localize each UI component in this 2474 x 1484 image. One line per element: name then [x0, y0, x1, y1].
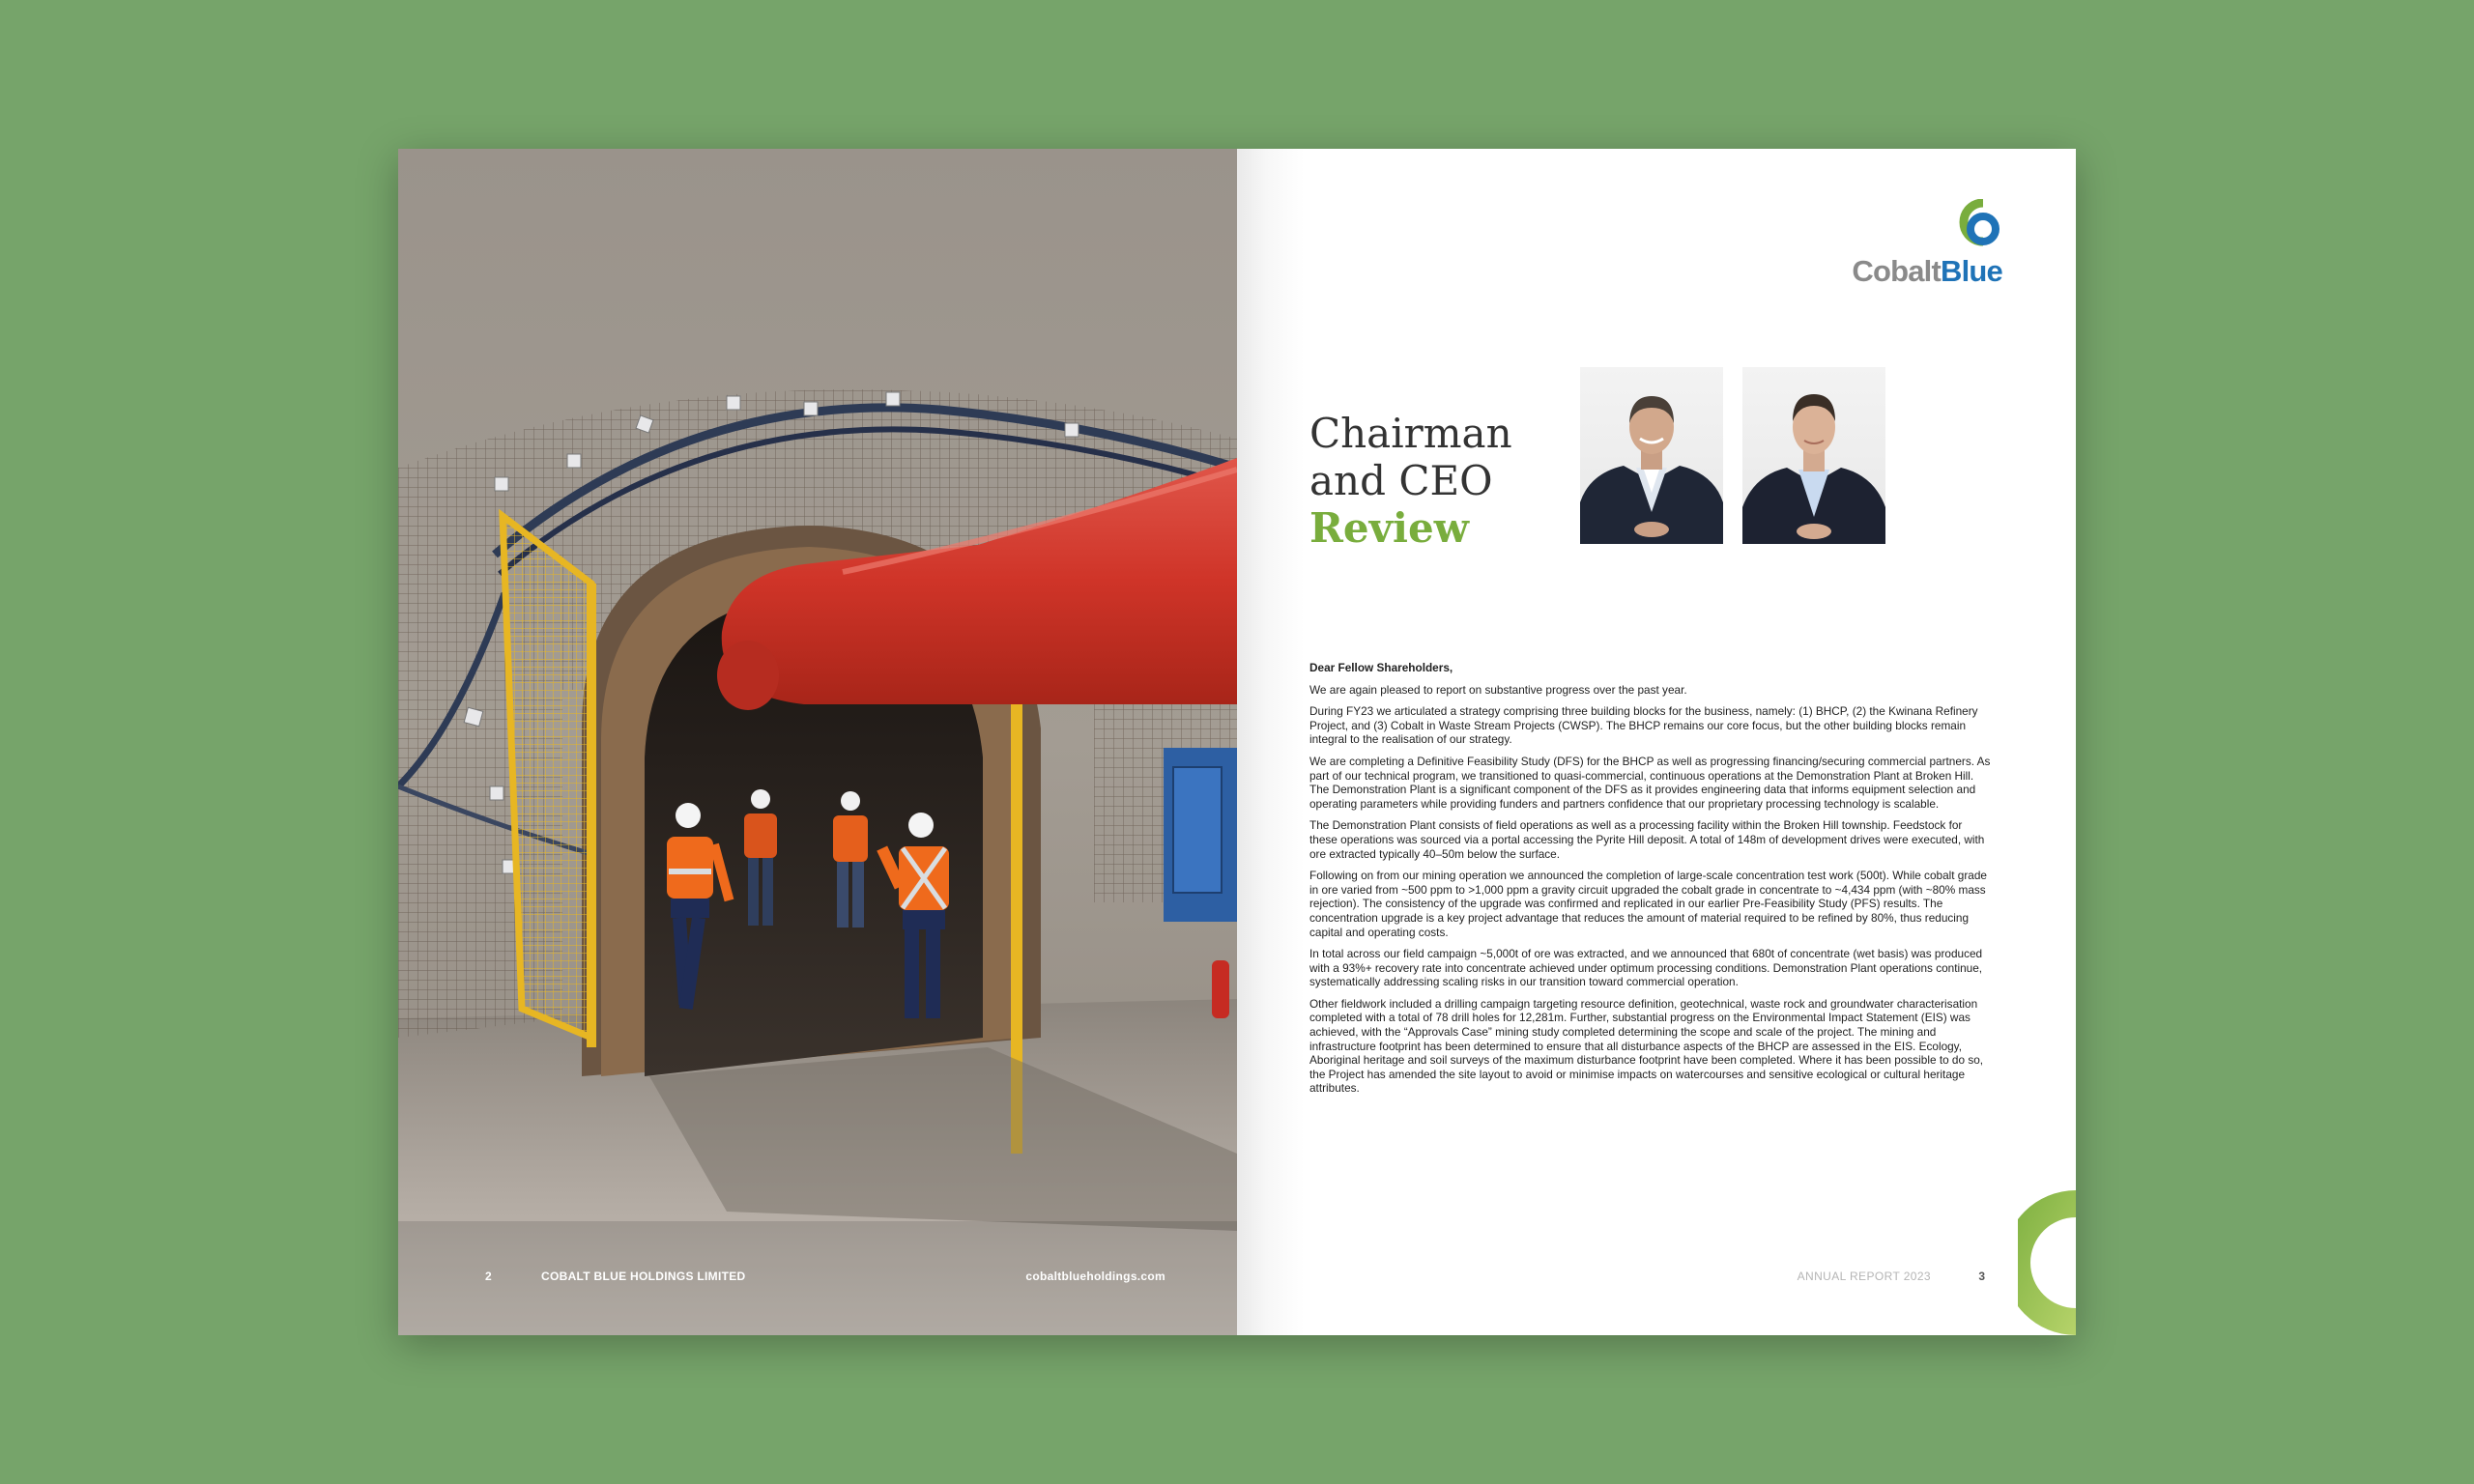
- title-line-2: and CEO: [1309, 457, 1493, 504]
- chairman-portrait: [1580, 367, 1723, 544]
- review-body-text: [1309, 661, 1991, 1103]
- title-line-1: Chairman: [1309, 410, 1512, 457]
- logo-word-cobalt: Cobalt: [1852, 254, 1942, 288]
- mine-portal-photo: [398, 149, 1237, 1335]
- paragraph-4: The Demonstration Plant consists of field operations as well as a processing facility within the Broken Hill township. Feedstock for these operations was sourced via a portal accessing the Pyrite Hill deposit. A total of 148m of development drives were executed, with ore extracted typically 40–50m below the surface.: [1309, 818, 1985, 861]
- annual-report-label: ANNUAL REPORT 2023: [1797, 1270, 1931, 1283]
- paragraph-1: We are again pleased to report on substantive progress over the past year.: [1309, 682, 1687, 697]
- cobalt-blue-logo-mark-icon: [1944, 199, 2002, 251]
- cobalt-blue-logo: [1838, 199, 2002, 286]
- decorative-green-arc-icon: [2018, 1190, 2076, 1335]
- page-title: [1309, 410, 1512, 552]
- right-page-footer: [1237, 1270, 2076, 1289]
- paragraph-3: We are completing a Definitive Feasibility Study (DFS) for the BHCP as well as progressing financing/securing commercial partners. As part of our technical program, we transitioned to quasi-commercial, continuous operations at the Demonstration Plant at Broken Hill. The Demonstration Plant is a significant component of the DFS as it provides engineering data that informs equipment selection and operating parameters while providing funders and partners confidence that our proprietary processing technology is scalable.: [1309, 754, 1991, 811]
- report-spread: [398, 149, 2076, 1335]
- paragraph-5: Following on from our mining operation we announced the completion of large-scale concentration test work (500t). While cobalt grade in ore varied from ~500 ppm to >1,000 ppm a gravity circuit upgraded the cobalt grade in concentrate to ~4,434 ppm (with ~80% mass rejection). The consistency of the upgrade was confirmed and replicated in our earlier Pre-Feasibility Study (PFS) results. The concentration upgrade is a key project advantage that reduces the amount of material required to be refined by 80%, thus reducing capital and operating costs.: [1309, 869, 1987, 939]
- logo-wordmark: [1852, 256, 2002, 286]
- paragraph-7: Other fieldwork included a drilling campaign targeting resource definition, geotechnical, waste rock and groundwater characterisation completed with a total of 78 drill holes for 12,281m. Further, substantial progress on the Environmental Impact Statement (EIS) was achieved, with the “Approvals Case” mining study completed determining the scope and scale of the project. The mining and infrastructure footprint has been determined to ensure that all disturbance aspects of the BHCP are assessed in the EIS. Ecology, Aboriginal heritage and soil surveys of the maximum disturbance footprint have been completed. Where it has been possible to do so, the Project has amended the site layout to avoid or minimise impacts on watercourses and sensitive ecological or cultural heritage attributes.: [1309, 996, 1984, 1096]
- left-page-number: 2: [485, 1270, 492, 1283]
- logo-word-blue: Blue: [1941, 254, 2002, 288]
- right-page-number: 3: [1978, 1270, 1985, 1283]
- footer-company-name: COBALT BLUE HOLDINGS LIMITED: [541, 1270, 746, 1283]
- right-page: [1237, 149, 2076, 1335]
- title-line-3: Review: [1309, 504, 1469, 552]
- footer-website-link[interactable]: cobaltblueholdings.com: [1025, 1270, 1165, 1283]
- paragraph-6: In total across our field campaign ~5,000t of ore was extracted, and we announced that 680t of concentrate (wet basis) was produced with a 93%+ recovery rate into concentrate achieved under optimum processing conditions. Demonstration Plant operations continue, systematically addressing scaling risks in our transition toward commercial operation.: [1309, 947, 1983, 989]
- left-page: [398, 149, 1237, 1335]
- paragraph-2: During FY23 we articulated a strategy comprising three building blocks for the business, namely: (1) BHCP, (2) the Kwinana Refinery Project, and (3) Cobalt in Waste Stream Projects (CWSP). The BHCP remains our core focus, but the other building blocks remain integral to the realisation of our strategy.: [1309, 704, 1978, 747]
- left-page-footer: [398, 1270, 1237, 1289]
- salutation: Dear Fellow Shareholders,: [1309, 661, 1453, 674]
- ceo-portrait: [1742, 367, 1885, 544]
